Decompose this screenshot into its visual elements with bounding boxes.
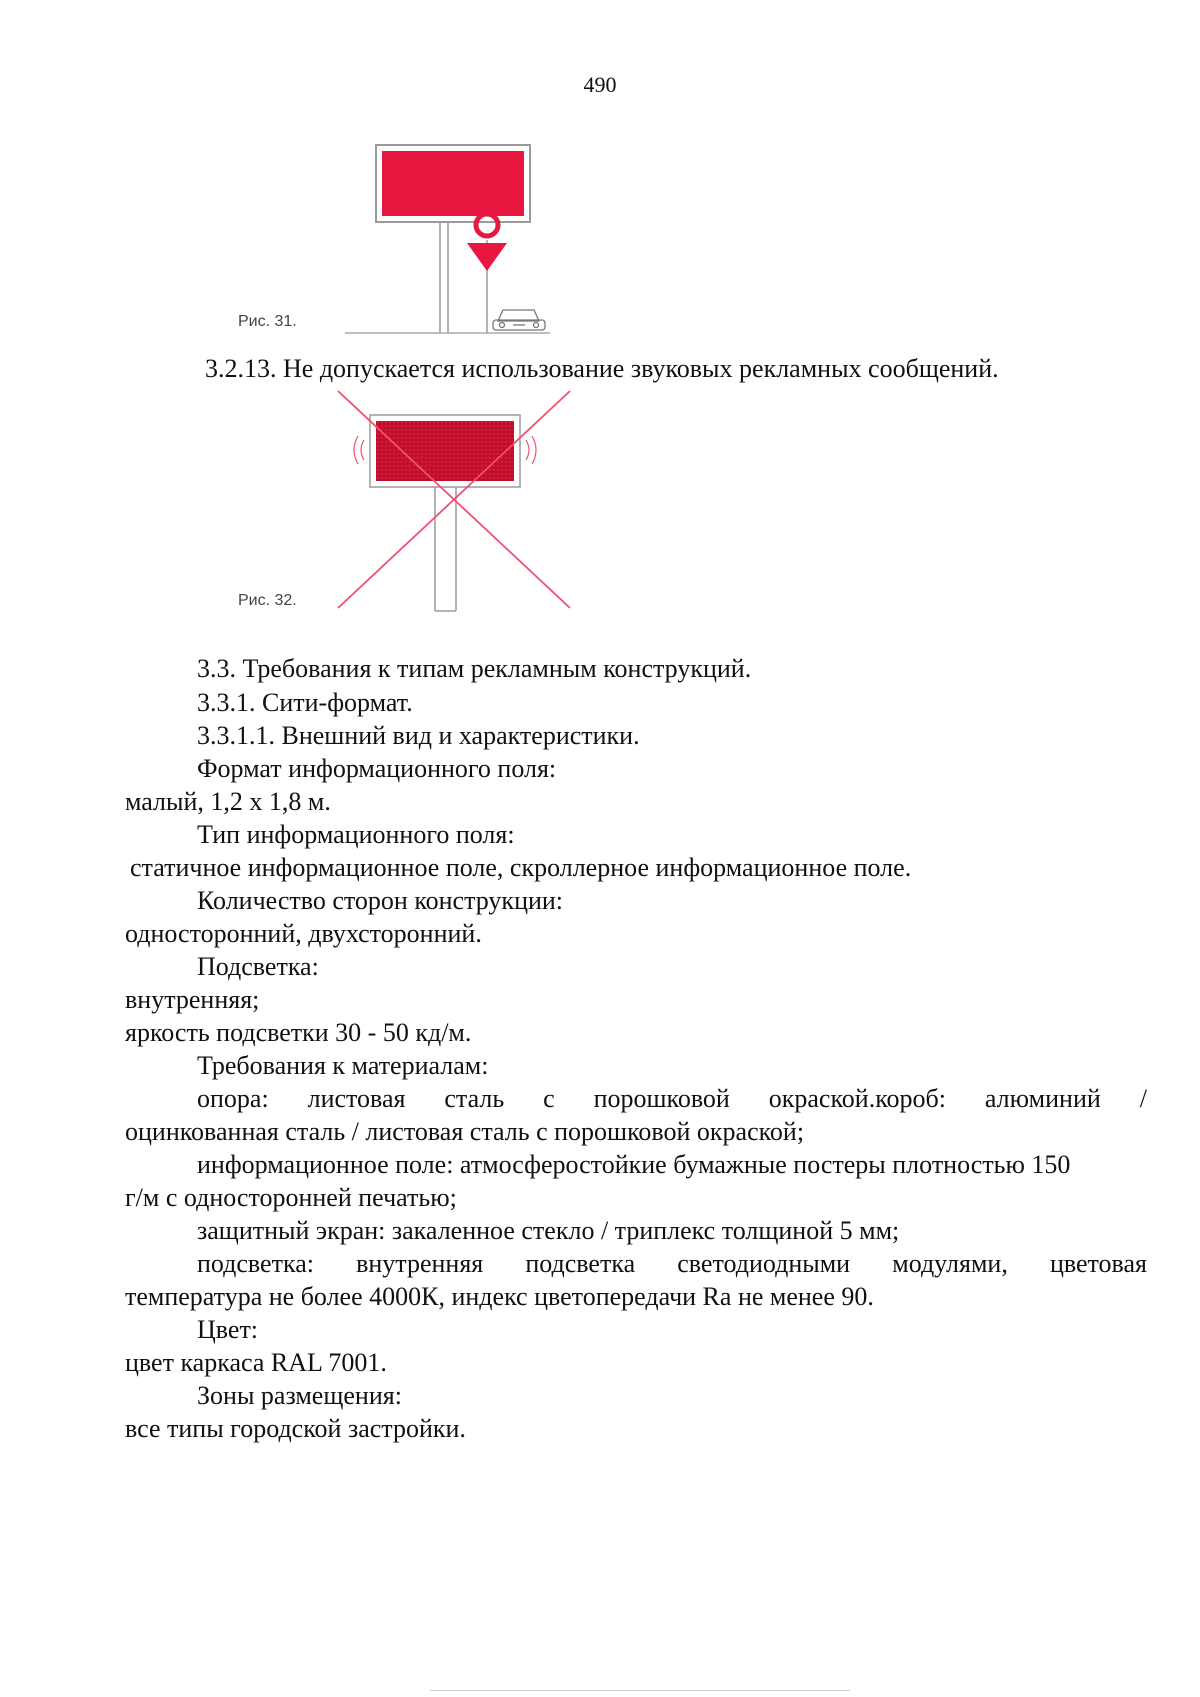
color-label: Цвет: [197, 1315, 259, 1344]
lighting-value-type: внутренняя; [125, 985, 260, 1014]
materials-support-word: опора: [197, 1084, 269, 1113]
footer-rule [430, 1690, 850, 1691]
figure-32-crossed-sound-billboard [320, 388, 580, 613]
figure-31-caption: Рис. 31. [238, 313, 297, 330]
zones-label: Зоны размещения: [197, 1381, 402, 1410]
materials-support-line-2: оцинкованная сталь / листовая сталь с порошковой окраской; [125, 1117, 805, 1146]
materials-support-word: порошковой [593, 1084, 730, 1113]
type-label: Тип информационного поля: [197, 820, 515, 849]
zones-value: все типы городской застройки. [125, 1414, 466, 1443]
car-icon [493, 310, 545, 330]
led-screen [376, 421, 514, 481]
materials-poster-line-1: информационное поле: атмосферостойкие бумажные постеры плотностью 150 [197, 1150, 1071, 1179]
figure-32-caption: Рис. 32. [238, 592, 297, 609]
sides-value: односторонний, двухсторонний. [125, 919, 482, 948]
yield-sign-icon [467, 243, 507, 271]
materials-support-word: с [543, 1084, 555, 1113]
materials-label: Требования к материалам: [197, 1051, 489, 1080]
color-value: цвет каркаса RAL 7001. [125, 1348, 387, 1377]
materials-support-word: сталь [444, 1084, 505, 1113]
format-label: Формат информационного поля: [197, 754, 557, 783]
materials-poster-line-2: г/м с односторонней печатью; [125, 1183, 457, 1212]
sides-label: Количество сторон конструкции: [197, 886, 564, 915]
section-3-3-1-heading: 3.3.1. Сити-формат. [197, 688, 413, 717]
materials-lighting-word: модулями, [892, 1249, 1008, 1278]
materials-lighting-word: светодиодными [677, 1249, 851, 1278]
materials-support-word: алюминий [984, 1084, 1101, 1113]
materials-screen: защитный экран: закаленное стекло / триплекс толщиной 5 мм; [197, 1216, 900, 1245]
materials-lighting-word: внутренняя [356, 1249, 484, 1278]
materials-lighting-word: подсветка [525, 1249, 636, 1278]
type-value: статичное информационное поле, скроллерное информационное поле. [130, 853, 912, 882]
materials-lighting-word: подсветка: [197, 1249, 314, 1278]
format-value: малый, 1,2 х 1,8 м. [125, 787, 331, 816]
materials-support-line-1 [197, 1083, 1147, 1115]
materials-support-word: листовая [307, 1084, 406, 1113]
materials-support-word: окраской.короб: [768, 1084, 946, 1113]
materials-lighting-word: цветовая [1049, 1249, 1147, 1278]
section-3-3-heading: 3.3. Требования к типам рекламным конструкций. [197, 654, 752, 683]
figure-31-billboard-with-road-sign [230, 140, 590, 340]
page-number: 490 [583, 72, 617, 97]
materials-support-word: / [1139, 1084, 1147, 1113]
billboard-panel [382, 151, 524, 216]
section-3-2-13: 3.2.13. Не допускается использование звуковых рекламных сообщений. [205, 354, 999, 383]
materials-lighting-line-1 [197, 1248, 1147, 1280]
lighting-label: Подсветка: [197, 952, 319, 981]
lighting-value-brightness: яркость подсветки 30 - 50 кд/м. [125, 1018, 472, 1047]
materials-lighting-line-2: температура не более 4000К, индекс цветопередачи Ra не менее 90. [125, 1282, 874, 1311]
section-3-3-1-1-heading: 3.3.1.1. Внешний вид и характеристики. [197, 721, 640, 750]
